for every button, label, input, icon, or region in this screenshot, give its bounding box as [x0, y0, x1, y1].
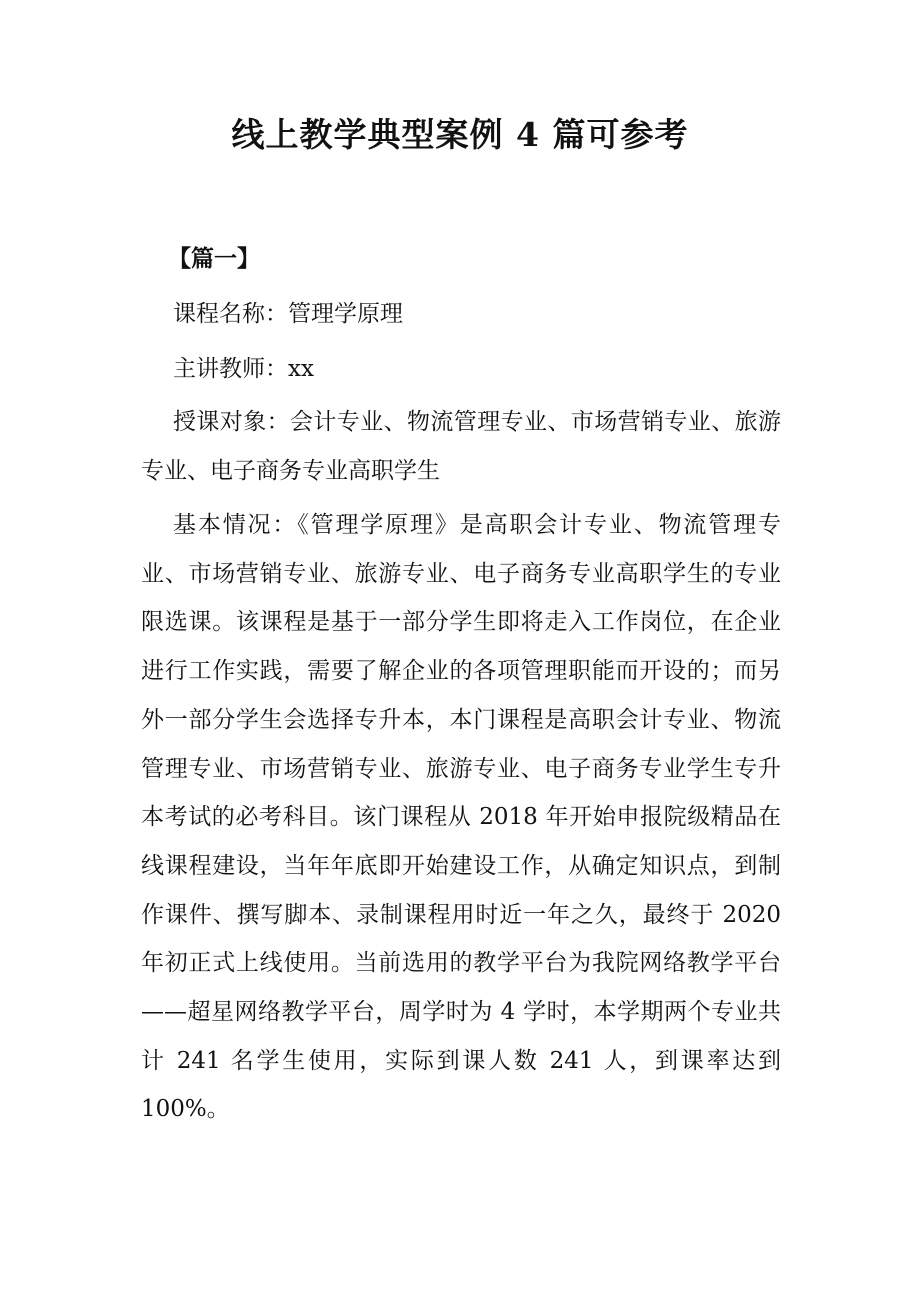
- page-title: 线上教学典型案例 4 篇可参考: [231, 115, 689, 154]
- audience-paragraph: 授课对象：会计专业、物流管理专业、市场营销专业、旅游专业、电子商务专业高职学生: [141, 409, 781, 484]
- instructor-line: 主讲教师：xx: [173, 356, 314, 382]
- section-heading: 【篇一】: [168, 245, 260, 272]
- basic-info-paragraph: 基本情况：《管理学原理》是高职会计专业、物流管理专业、市场营销专业、旅游专业、电子商务专业高职学生的专业限选课。该课程是基于一部分学生即将走入工作岗位，在企业进行工作实践，需要了解企业的各项管理职能而开设的；而另外一部分学生会选择专升本，本门课程是高职会计专业、物流管理专业、市场营销专业、旅游专业、电子商务专业学生专升本考试的必考科目。该门课程从 2018 年开始申报院级精品在线课程建设，当年年底即开始建设工作，从确定知识点，到制作课件、撰写脚本、录制课程用时近一年之久，最终于 2020 年初正式上线使用。当前选用的教学平台为我院网络教学平台——超星网络教学平台，周学时为 4 学时，本学期两个专业共计 241 名学生使用，实际到课人数 241 人，到课率达到 100%。: [141, 512, 781, 1123]
- course-name-line: 课程名称：管理学原理: [173, 301, 403, 327]
